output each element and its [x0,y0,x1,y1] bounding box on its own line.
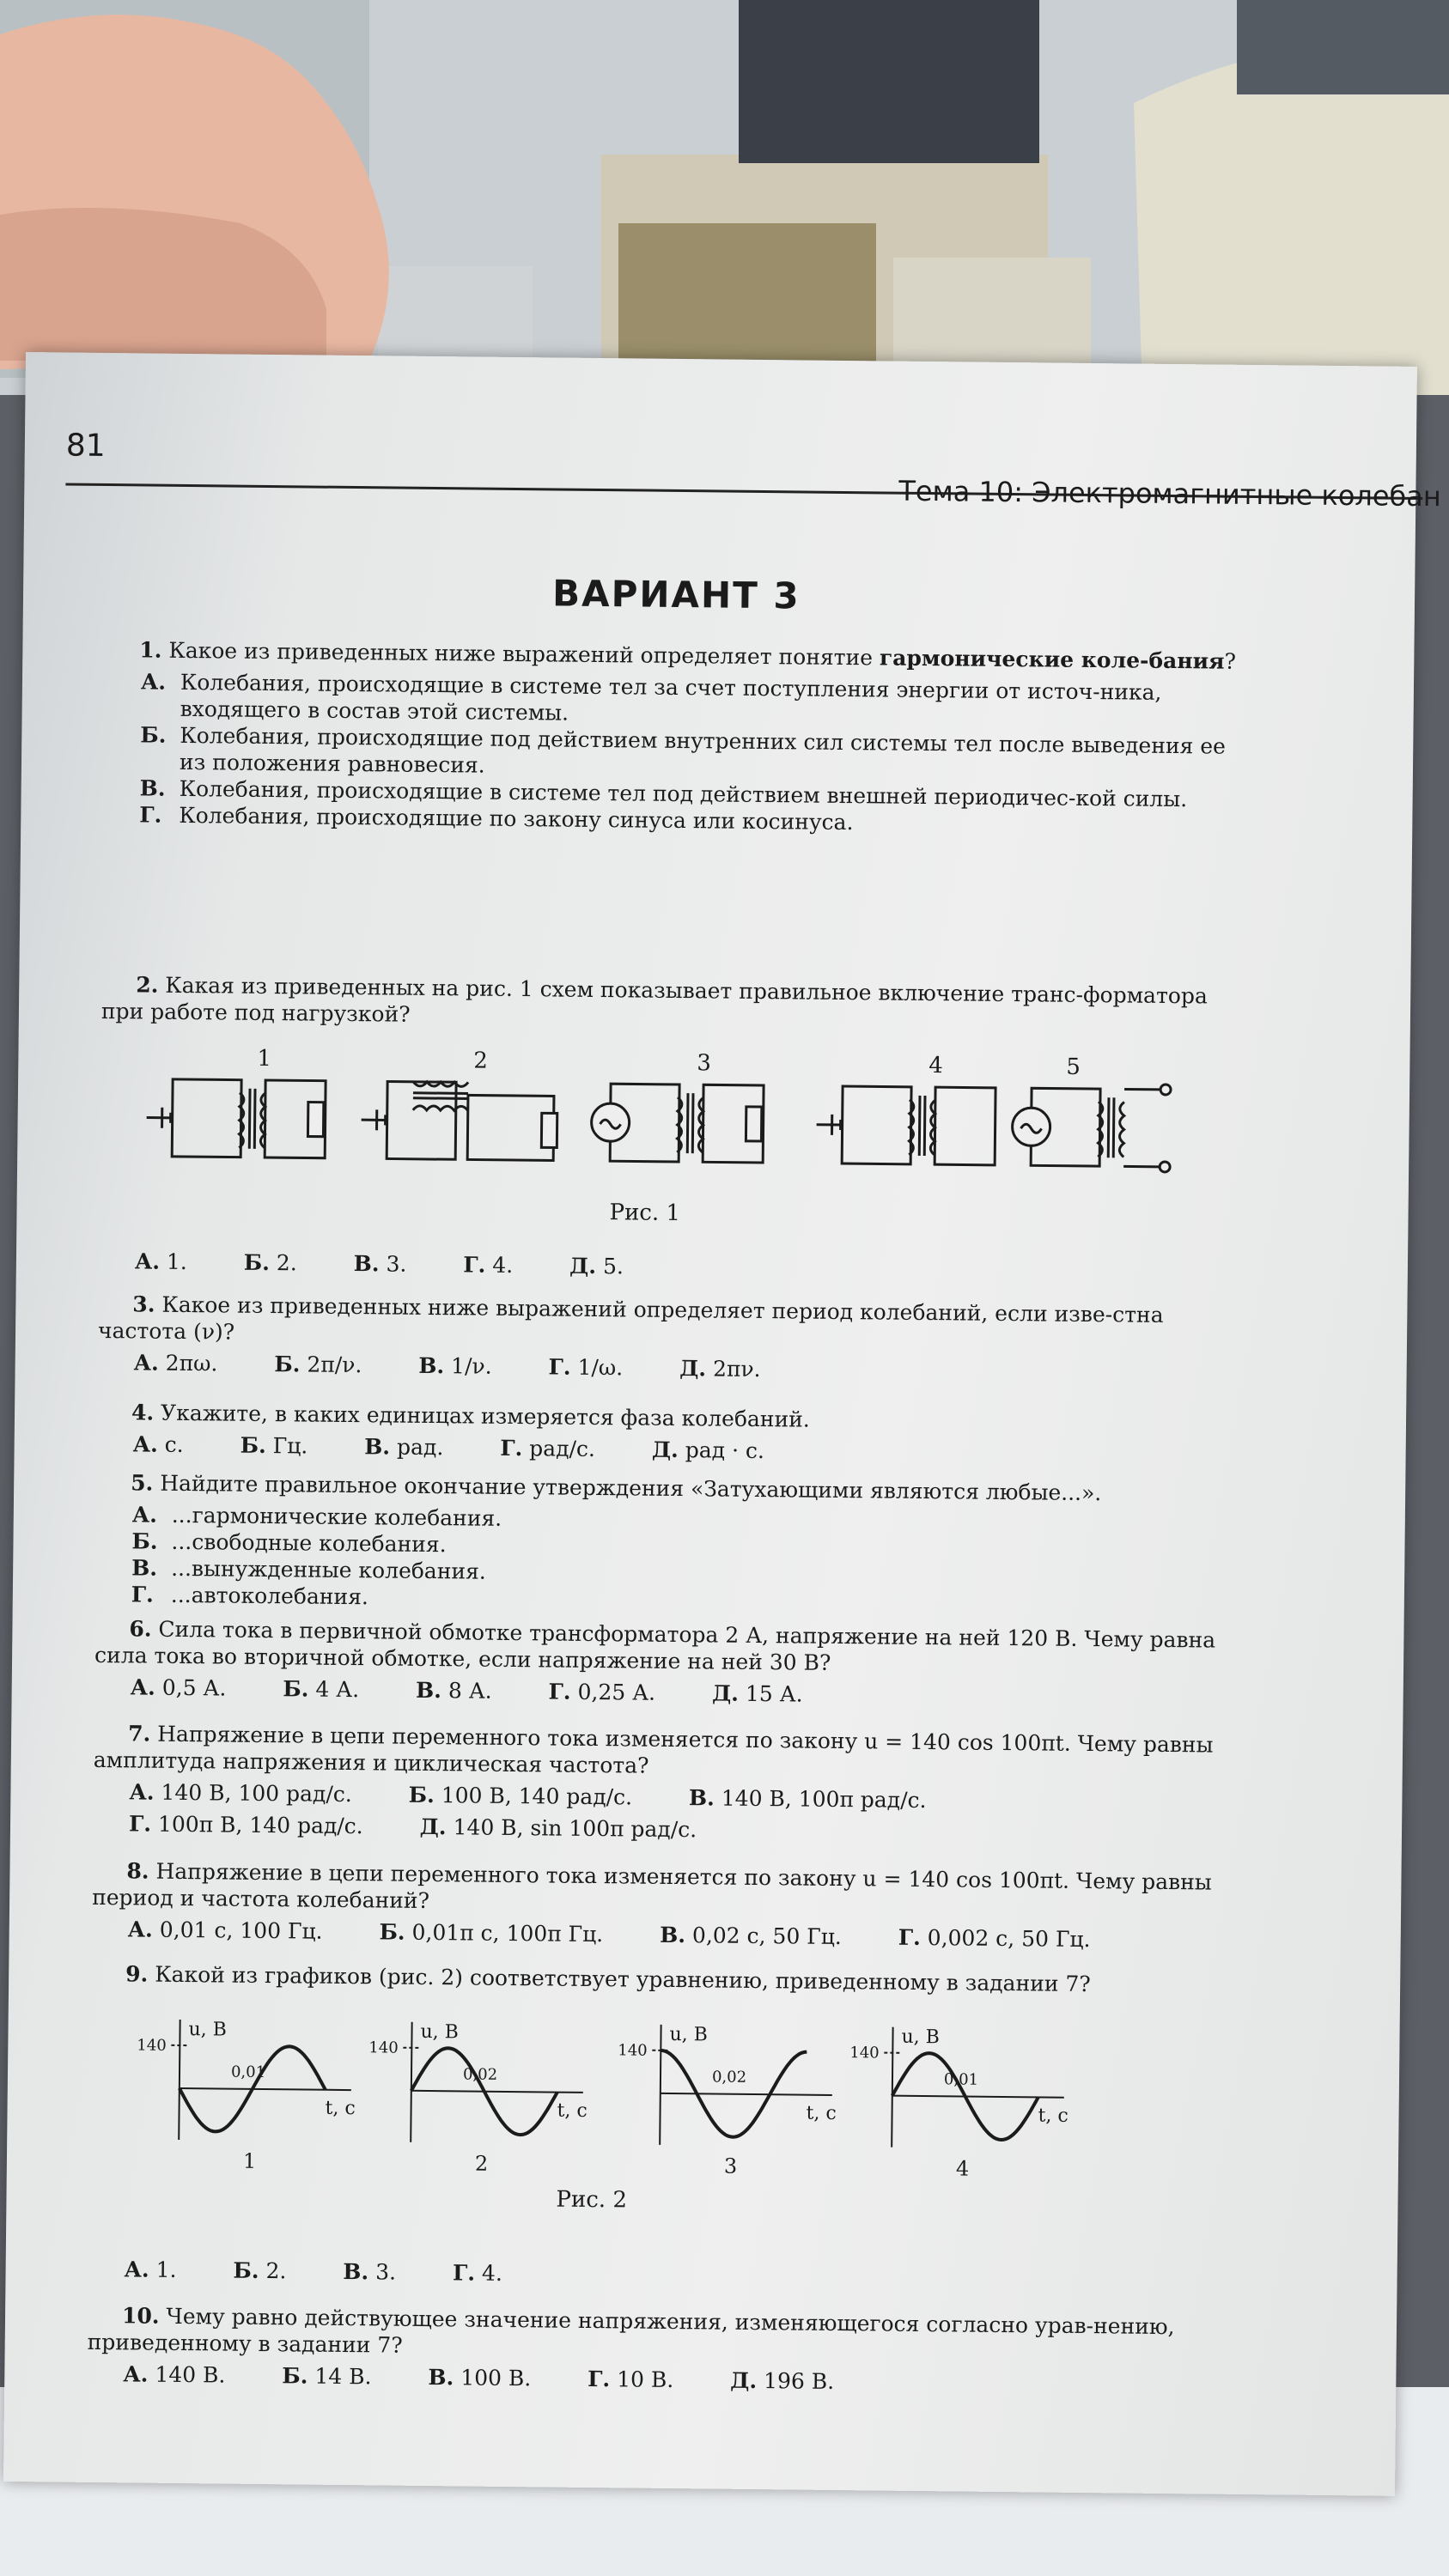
option: Б. Колебания, происходящие под действием внутренних сил системы тел после выведения ее из положения равновесия. [140,722,1227,778]
question-1: 1. Какое из приведенных ниже выражений определяет понятие гармонические коле-бания? А. Колебания, происходящие в системе тел за счет поступления энергии от источ-ника, входящего в состав этой системы. Б. Колебания, происходящие под действием внутренних сил системы тел после выведения ее из положения равновесия. В. Колебания, происходящие в системе тел под действием внешней периодичес-кой силы. Г. Колебания, происходящие по закону синуса или косинуса. [103,636,1247,840]
question-4: 4. Укажите, в каких единицах измеряется фаза колебаний. А. с. Б. Гц. В. рад. Г. рад/с. Д. рад · с. [131,1400,810,1464]
axis-t-label: t, с [1038,2105,1068,2127]
amplitude-label: 140 [137,2036,167,2055]
graph-number-label: 2 [474,2151,489,2176]
question-2: 2. Какая из приведенных на рис. 1 схем показывает правильное включение транс-форматора при работе под нагрузкой? [100,972,1208,1027]
circuit-label-5: 5 [1066,1054,1081,1080]
question-3: 3. Какое из приведенных ниже выражений определяет период колебаний, если изве-стна частота (ν)? А. 2πω. Б. 2π/ν. В. 1/ν. Г. 1/ω. Д. 2πν. [97,1291,1164,1382]
worksheet-page [3,352,1441,2496]
axis-u-label: u, В [901,2026,940,2049]
circuit-4 [816,1086,995,1165]
option: А. Колебания, происходящие в системе тел за счет поступления энергии от источ-ника, входящего в состав этой системы. [140,669,1162,726]
tick-label: 0,02 [711,2068,747,2087]
axis-u-label: u, В [420,2020,459,2044]
option: В. Колебания, происходящие в системе тел под действием внешней периодичес-кой силы. [139,775,1188,812]
circuit-label-3: 3 [697,1050,712,1077]
circuit-1 [146,1079,326,1158]
graph-3 [617,2023,837,2179]
question-5: 5. Найдите правильное окончание утверждения «Затухающими являются любые...». А. ...гармонические колебания. Б. ...свободные колебания. В. ...вынужденные колебания. Г. ...автоколебания. [131,1470,1102,1610]
axis-u-label: u, В [188,2019,228,2041]
question-10: 10. Чему равно действующее значение напряжения, изменяющегося согласно урав-нению, приведенному в задании 7? А. 140 В. Б. 14 В. В. 100 В. Г. 10 В. Д. 196 В. [87,2303,1175,2394]
figure-1-circuits [146,1041,1178,1198]
question-6: 6. Сила тока в первичной обмотке трансформатора 2 А, напряжение на ней 120 В. Чему равна сила тока во вторичной обмотке, если напряжение на ней 30 В? А. 0,5 А. Б. 4 А. В. 8 А. Г. 0,25 А. Д. 15 А. [94,1616,1216,1707]
graph-number-label: 4 [955,2156,970,2181]
graph-number-label: 3 [723,2154,738,2178]
question-2-options: А. 1. Б. 2. В. 3. Г. 4. Д. 5. [134,1249,624,1279]
variant-title: ВАРИАНТ 3 [551,572,801,617]
graph-number-label: 1 [242,2148,257,2173]
figure-2-graphs [137,1994,1142,2184]
tick-label: 0,01 [943,2070,979,2089]
question-8: 8. Напряжение в цепи переменного тока изменяется по закону u = 140 cos 100πt. Чему равны период и частота колебаний? А. 0,01 с, 100 Гц. Б. 0,01π с, 100π Гц. В. 0,02 с, 50 Гц. Г. 0,002 с, 50 Гц. [92,1858,1212,1953]
circuit-label-4: 4 [928,1053,944,1079]
amplitude-label: 140 [368,2038,399,2057]
axis-u-label: u, В [669,2023,708,2046]
question-9-options: А. 1. Б. 2. В. 3. Г. 4. [124,2257,503,2286]
circuit-2 [361,1081,557,1160]
circuit-label-2: 2 [473,1048,489,1074]
figure-1-caption: Рис. 1 [609,1200,681,1227]
circuit-5 [1012,1083,1171,1172]
monitor [739,0,1039,163]
figure-2-caption: Рис. 2 [556,2186,628,2214]
amplitude-label: 140 [618,2041,648,2060]
circuit-label-1: 1 [257,1045,272,1072]
question-7: 7. Напряжение в цепи переменного тока изменяется по закону u = 140 cos 100πt. Чему равны амплитуда напряжения и циклическая частота? А. 140 В, 100 рад/с. Б. 100 В, 140 рад/с. В. 140 В, 100π рад/с. Г. 100π В, 140 рад/с. Д. 140 В, sin 100π рад/с. [93,1721,1214,1843]
graph-1 [136,2018,356,2174]
tick-label: 0,01 [230,2063,266,2082]
axis-t-label: t, с [557,2099,588,2122]
circuit-3 [591,1084,764,1163]
option: Г. Колебания, происходящие по закону синуса или косинуса. [139,802,854,835]
graph-4 [849,2026,1069,2182]
tick-label: 0,02 [462,2065,498,2084]
question-9: 9. Какой из графиков (рис. 2) соответствует уравнению, приведенному в задании 7? [125,1961,1091,1997]
amplitude-label: 140 [849,2044,880,2063]
page-number: 81 [65,428,106,464]
axis-t-label: t, с [806,2102,837,2124]
topic-heading: Тема 10: Электромагнитные колебан [898,474,1441,513]
axis-t-label: t, с [325,2097,356,2120]
graph-2 [368,2020,588,2177]
